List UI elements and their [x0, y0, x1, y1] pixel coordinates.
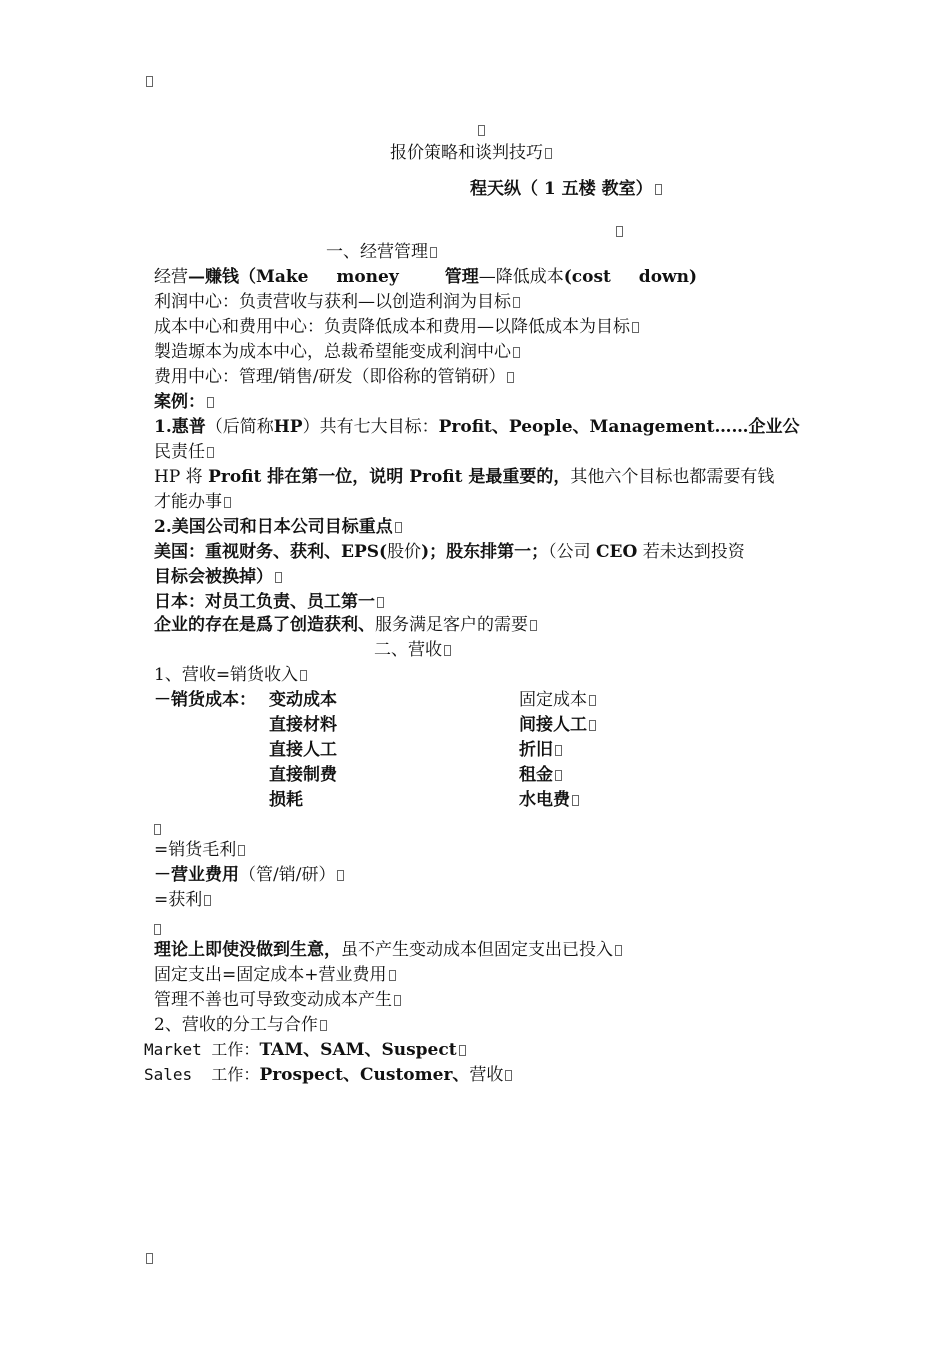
paragraph-mark-icon — [513, 297, 520, 308]
cost-label: －销货成本： — [154, 690, 256, 710]
paragraph-mark-icon — [530, 620, 537, 631]
paragraph-mark-icon — [275, 572, 282, 583]
text-line: =销货毛利 — [154, 838, 245, 862]
paragraph-mark-icon — [300, 670, 307, 681]
fixed-cost-item: 租金 — [519, 763, 562, 787]
section-heading-2: 二、营收 — [374, 638, 451, 662]
paragraph-mark-icon — [207, 447, 214, 458]
variable-cost-item: 直接材料 — [269, 715, 337, 735]
text-line: HP 将 Profit 排在第一位，说明 Profit 是最重要的，其他六个目标也都需要有钱 — [154, 467, 775, 487]
paragraph-mark-icon — [615, 945, 622, 956]
paragraph-mark-icon — [395, 522, 402, 533]
paragraph-mark-icon — [204, 895, 211, 906]
paragraph-mark-icon — [555, 745, 562, 756]
text-line: 固定支出=固定成本+营业费用 — [154, 963, 396, 987]
document-title: 报价策略和谈判技巧 — [390, 141, 552, 165]
text-line: 企业的存在是爲了创造获利、服务满足客户的需要 — [154, 613, 537, 637]
section-heading-1: 一、经营管理 — [326, 240, 437, 264]
text-line: 费用中心：管理/销售/研发（即俗称的管销研） — [154, 365, 514, 389]
paragraph-mark-icon — [430, 247, 437, 258]
paragraph-mark-icon — [146, 1253, 153, 1264]
paragraph-mark-icon — [505, 1070, 512, 1081]
paragraph-mark-icon — [507, 372, 514, 383]
paragraph-mark-icon — [655, 184, 662, 195]
paragraph-mark-icon — [146, 76, 153, 87]
paragraph-mark-icon — [616, 226, 623, 237]
text-line: 目标会被换掉） — [154, 565, 282, 589]
paragraph-mark-icon — [394, 995, 401, 1006]
paragraph-mark-icon — [377, 597, 384, 608]
fixed-cost-item: 固定成本 — [519, 688, 596, 712]
text-line: 理论上即使没做到生意，虽不产生变动成本但固定支出已投入 — [154, 938, 622, 962]
text-line: 利润中心：负责营收与获利—以创造利润为目标 — [154, 290, 520, 314]
paragraph-mark-icon — [154, 824, 161, 835]
variable-cost-item: 直接人工 — [269, 740, 337, 760]
text-line: 管理不善也可导致变动成本产生 — [154, 988, 401, 1012]
fixed-cost-item: 折旧 — [519, 738, 562, 762]
paragraph-mark-icon — [632, 322, 639, 333]
text-line: Market 工作：TAM、SAM、Suspect — [144, 1038, 466, 1062]
text-line: 1.惠普（后简称HP）共有七大目标：Profit、People、Management……企业公 — [154, 417, 800, 437]
fixed-cost-item: 水电费 — [519, 788, 579, 812]
text-line: 製造塬本为成本中心，总裁希望能变成利润中心 — [154, 340, 520, 364]
text-line: Sales 工作：Prospect、Customer、营收 — [144, 1063, 512, 1087]
paragraph-mark-icon — [459, 1045, 466, 1056]
author-line: 程天纵（ 1 五楼 教室） — [470, 177, 662, 201]
text-line: 2.美国公司和日本公司目标重点 — [154, 515, 402, 539]
text-line: 1、营收=销货收入 — [154, 663, 307, 687]
paragraph-mark-icon — [207, 397, 214, 408]
paragraph-mark-icon — [444, 645, 451, 656]
paragraph-mark-icon — [224, 497, 231, 508]
variable-cost-item: 变动成本 — [269, 690, 337, 710]
text-line: 才能办事 — [154, 490, 231, 514]
text-line: 成本中心和费用中心：负责降低成本和费用—以降低成本为目标 — [154, 315, 639, 339]
paragraph-mark-icon — [238, 845, 245, 856]
paragraph-mark-icon — [320, 1020, 327, 1031]
paragraph-mark-icon — [478, 125, 485, 136]
text-line: =获利 — [154, 888, 211, 912]
paragraph-mark-icon — [154, 924, 161, 935]
paragraph-mark-icon — [572, 795, 579, 806]
fixed-cost-item: 间接人工 — [519, 713, 596, 737]
text-line: 2、营收的分工与合作 — [154, 1013, 327, 1037]
text-line: 日本：对员工负责、员工第一 — [154, 590, 384, 614]
paragraph-mark-icon — [513, 347, 520, 358]
paragraph-mark-icon — [389, 970, 396, 981]
paragraph-mark-icon — [589, 695, 596, 706]
paragraph-mark-icon — [555, 770, 562, 781]
paragraph-mark-icon — [589, 720, 596, 731]
variable-cost-item: 损耗 — [269, 790, 303, 810]
text-line: －营业费用（管/销/研） — [154, 863, 344, 887]
text-line: 经营—赚钱（Make money 管理—降低成本(cost down) — [154, 267, 698, 287]
paragraph-mark-icon — [545, 148, 552, 159]
text-line: 案例： — [154, 390, 214, 414]
text-line: 民责任 — [154, 440, 214, 464]
paragraph-mark-icon — [337, 870, 344, 881]
text-line: 美国：重视财务、获利、EPS(股价)；股东排第一；（公司 CEO 若未达到投资 — [154, 542, 745, 562]
variable-cost-item: 直接制费 — [269, 765, 337, 785]
